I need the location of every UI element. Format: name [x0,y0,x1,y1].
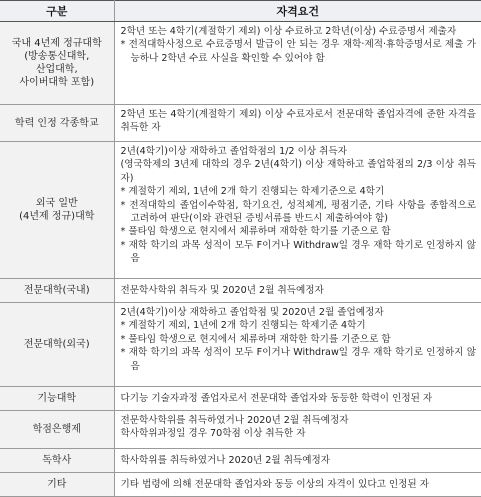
row-category: 학력 인정 각종학교 [0,105,114,142]
requirement-text: 2학년 또는 4학기(계절학기 제외) 이상 수료자로서 전문대학 졸업자격에 준한 자격을 취득한 자 [120,109,476,134]
table-row [0,105,481,142]
requirement-text: 기타 법령에 의해 전문대학 졸업자와 동등 이상의 자격이 있다고 인정된 자 [120,479,430,491]
row-requirement [114,303,481,387]
column-header-category: 구분 [0,1,114,22]
requirement-note: * 계절학기 제외, 1년에 2개 학기 진행되는 학제기준으로 4학기 [120,186,385,198]
requirement-text: 2년(4학기)이상 재학하고 졸업학점 및 2020년 2월 졸업예정자 [120,307,384,318]
requirement-note: * 재학 학기의 과목 성적이 모두 F이거나 Withdraw일 경우 재학 학기로 인정하지 않음 [120,347,476,372]
row-requirement [114,22,481,105]
table-row [0,449,481,473]
requirement-text: 전문학사학위 취득자 및 2020년 2월 취득예정자 [120,285,324,297]
row-category: 기능대학 [0,387,114,411]
table-header-row [0,1,481,22]
row-category: 기타 [0,473,114,497]
row-category: 국내 4년제 정규대학 (방송통신대학, 산업대학, 사이버대학 포함) [0,22,114,105]
row-requirement [114,449,481,473]
requirement-text: 2년(4학기)이상 재학하고 졸업학점의 1/2 이상 취득자 [120,146,347,157]
row-requirement [114,473,481,497]
table-row [0,22,481,105]
requirement-text: 다기능 기술자과정 졸업자로서 전문대학 졸업자와 동등한 학력이 인정된 자 [120,393,433,405]
row-requirement [114,105,481,142]
row-category: 전문대학(외국) [0,303,114,387]
row-category: 전문대학(국내) [0,279,114,303]
row-category: 외국 일반 (4년제 정규)대학 [0,142,114,279]
requirement-text: 학사학위과정일 경우 70학점 이상 취득한 자 [120,428,306,440]
table-row [0,411,481,449]
requirement-note: * 풀타임 학생으로 현지에서 체류하며 재학한 학기를 기준으로 함 [120,333,391,345]
requirement-text: (영국학제의 3년제 대학의 경우 2년(4학기) 이상 재학하고 졸업학점의 2/3 이상 취득자) [120,159,476,184]
requirement-note: * 풀타임 학생으로 현지에서 체류하며 재학한 학기를 기준으로 함 [120,226,391,238]
requirement-note: * 재학 학기의 과목 성적이 모두 F이거나 Withdraw일 경우 재학 학기로 인정하지 않음 [120,239,476,265]
requirement-note: * 계절학기 제외, 1년에 2개 학기 진행되는 학제기준 4학기 [120,320,366,332]
requirement-text: 2학년 또는 4학기(계절학기 제외) 이상 수료하고 2학년(이상) 수료증명서 제출자 [120,26,457,37]
table-row [0,387,481,411]
requirement-text: 전문학사학위를 취득하였거나 2020년 2월 취득예정자 [120,415,349,426]
requirement-note: * 전적대학사정으로 수료증명서 발급이 안 되는 경우 재학·제적·휴학증명서로 제출 가능하나 2학년 수료 사실을 확인할 수 있어야 함 [120,39,476,64]
row-requirement [114,411,481,449]
row-category: 학점은행제 [0,411,114,449]
requirement-text: 학사학위를 취득하였거나 2020년 2월 취득예정자 [120,455,331,467]
row-requirement [114,142,481,279]
column-header-requirement: 자격요건 [114,1,481,22]
requirement-note: * 전적대학의 졸업이수학점, 학기요건, 성적체계, 평점기준, 기타 사항을 종합적으로 고려하여 판단(이와 관련된 증빙서류를 반드시 제출하여야 함) [120,199,476,225]
table-row [0,473,481,497]
row-requirement [114,387,481,411]
table-row [0,279,481,303]
row-requirement [114,279,481,303]
table-row [0,303,481,387]
row-category: 독학사 [0,449,114,473]
table-row [0,142,481,279]
